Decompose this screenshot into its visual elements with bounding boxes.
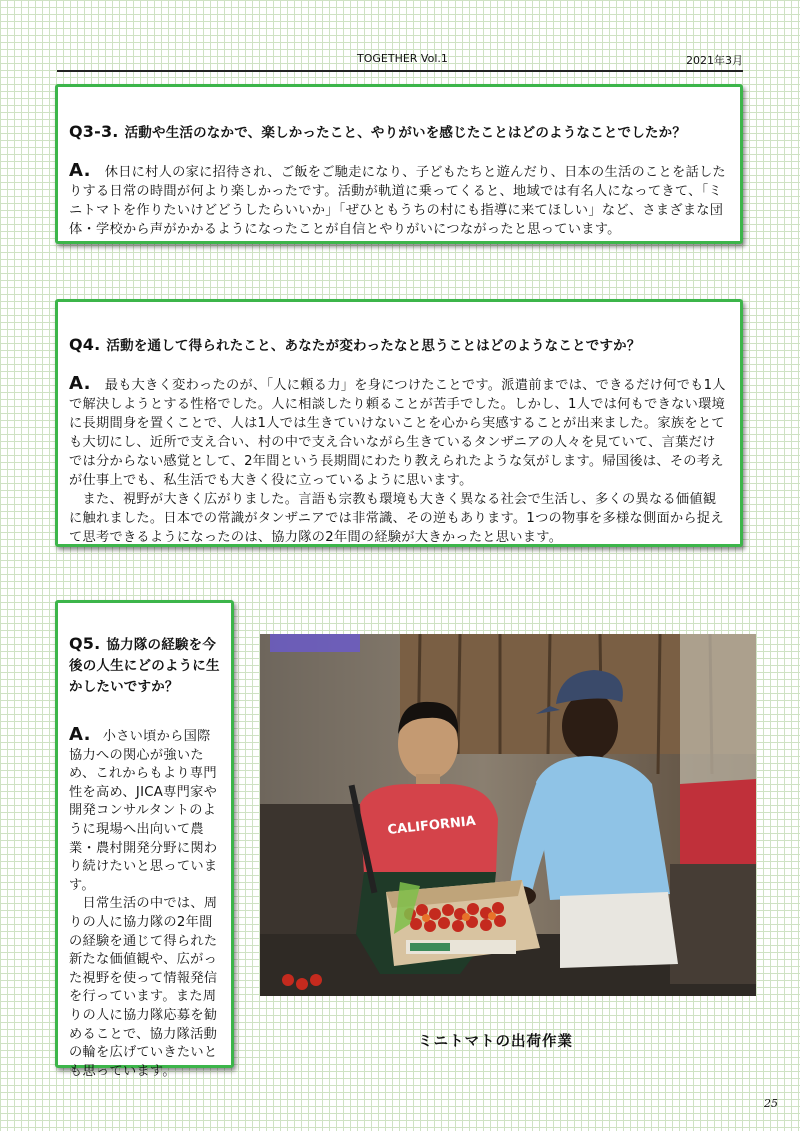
photo-tomato-shipping (260, 634, 756, 996)
answer-block (69, 726, 222, 1081)
question-heading (69, 121, 729, 141)
answer-paragraph-1: 最も大きく変わったのが、「人に頼る力」を身につけたことです。派遣前までは、できるだけ何でも1人で解決しようとする性格でした。人に相談したり頼ることが苦手でした。しかし、1人では何もできない環境に長期間身を置くことで、人は1人では生きていけないことを心から実感することが出来ました。家族をとても大切にし、近所で支え合い、村の中で支え合いながら生きているタンザニアの人々を見ていて、言葉だけでは分からない感覚として、2年間という長期間にわたり教えられたような気がします。帰国後は、その考えが仕事上でも、私生活でも大きく役に立っているように思います。 (69, 378, 726, 488)
qa-box-q4 (55, 299, 743, 547)
question-number: Q5. (69, 634, 101, 653)
answer-text: 休日に村人の家に招待され、ご飯をご馳走になり、子どもたちと遊んだり、日本の生活のことを話したりする日常の時間が何より楽しかったです。活動が軌道に乗ってくると、地域では有名人になってきて、「ミニトマトを作りたいけどどうしたらいいか」「ぜひともうちの村にも指導に来てほしい」など、さまざまな団体・学校から声がかかるようになったことが自信とやりがいにつながったと思っています。 (69, 165, 726, 237)
question-text: 活動を通して得られたこと、あなたが変わったなと思うことはどのようなことですか？ (106, 338, 641, 354)
photo-caption: ミニトマトの出荷作業 (418, 1034, 573, 1050)
answer-block (69, 161, 729, 239)
answer-mark: A. (69, 160, 91, 181)
question-text: 協力隊の経験を今後の人生にどのように生かしたいですか？ (69, 637, 220, 695)
qa-box-q3 (55, 84, 743, 244)
answer-block (69, 374, 729, 547)
question-number: Q4. (69, 335, 101, 354)
magazine-title: TOGETHER Vol.1 (357, 52, 448, 65)
answer-paragraph-2: 日常生活の中では、周りの人に協力隊の2年間の経験を通じて得られた新たな価値観や、広がった視野を使って情報発信を行っています。また周りの人に協力隊応募を勧めることで、協力隊活動の輪を広げていきたいとも思っています。 (69, 896, 218, 1079)
question-text: 活動や生活のなかで、楽しかったこと、やりがいを感じたことはどのようなことでしたか？ (124, 125, 687, 141)
page-number: 25 (764, 1097, 778, 1110)
answer-mark: A. (69, 373, 91, 394)
answer-paragraph-1: 小さい頃から国際協力への関心が強いため、これからもより専門性を高め、JICA専門家や開発コンサルタントのように現場へ出向いて農業・農村開発分野に関わり続けたいと思っています。 (69, 729, 218, 893)
answer-mark: A. (69, 724, 91, 745)
question-number: Q3-3. (69, 122, 119, 141)
page-header (57, 48, 743, 68)
qa-box-q5 (55, 600, 234, 1079)
answer-paragraph-2: また、視野が大きく広がりました。言語も宗教も環境も大きく異なる社会で生活し、多くの異なる価値観に触れました。日本での常識がタンザニアでは非常識、その逆もあります。1つの物事を多様な側面から捉えて思考できるようになったのは、協力隊の2年間の経験が大きかったと思います。 (69, 492, 724, 545)
question-heading (69, 633, 222, 698)
header-rule (57, 70, 743, 72)
shirt-print: CALIFORNIA (386, 813, 477, 838)
issue-date: 2021年3月 (686, 54, 743, 67)
question-heading (69, 334, 729, 354)
